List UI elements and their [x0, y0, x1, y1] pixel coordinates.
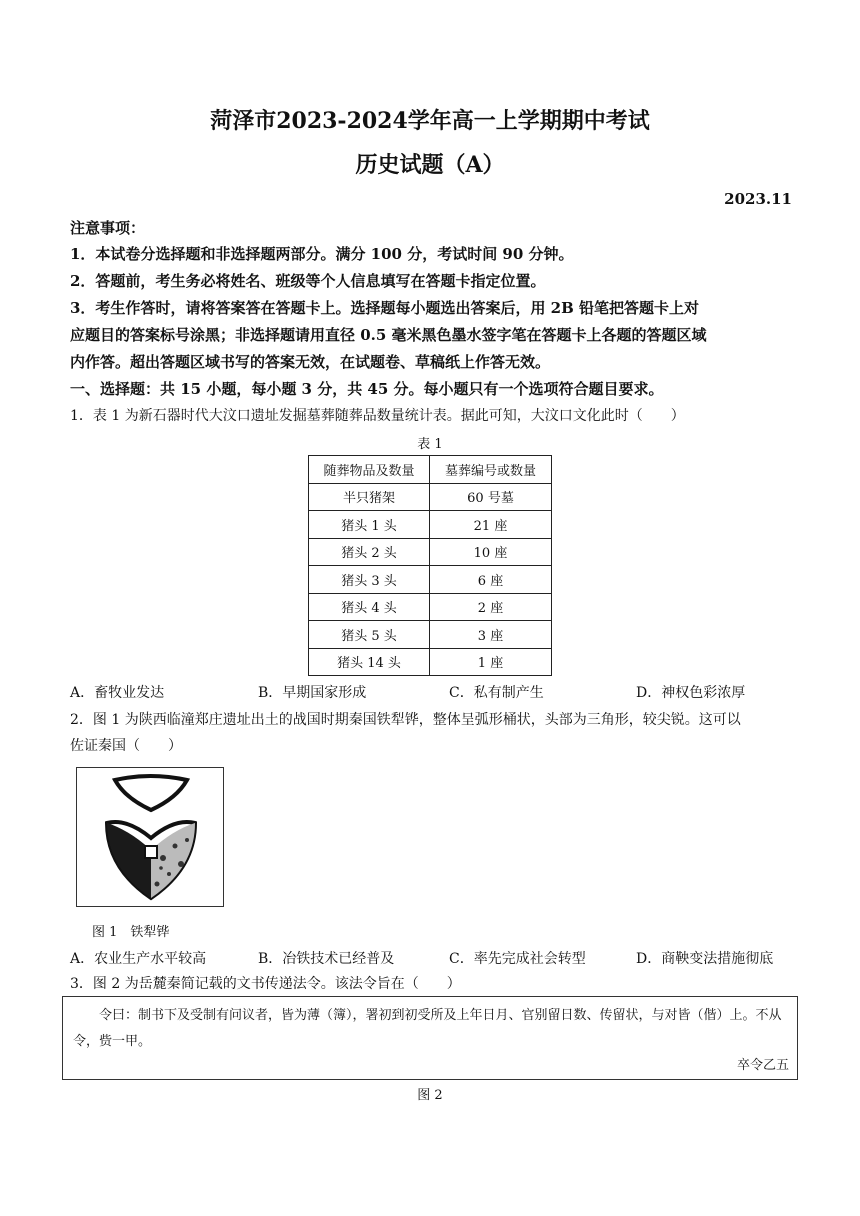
q3-stem: 3．图 2 为岳麓秦简记载的文书传递法令。该法令旨在（ ）: [70, 976, 461, 992]
q2-option-d[interactable]: D．商鞅变法措施彻底: [636, 951, 774, 967]
edict-signature: 卒令乙五: [736, 1058, 789, 1073]
table-cell: 2 座: [430, 593, 552, 621]
table-row: [309, 511, 552, 539]
table-cell: 60 号墓: [430, 483, 552, 511]
table-row: [309, 566, 552, 594]
q2-option-c[interactable]: C．率先完成社会转型: [449, 951, 586, 967]
table-cell: 猪头 5 头: [309, 621, 430, 649]
notice-item-3c: 内作答。超出答题区域书写的答案无效，在试题卷、草稿纸上作答无效。: [70, 353, 551, 371]
q1-option-a[interactable]: A．畜牧业发达: [70, 685, 165, 701]
table-cell: 21 座: [430, 511, 552, 539]
q2-option-a[interactable]: A．农业生产水平较高: [70, 951, 207, 967]
figure2-caption: 图 2: [417, 1088, 443, 1103]
exam-title: 菏泽市2023-2024学年高一上学期期中考试: [210, 108, 650, 134]
plowshare-figure: [76, 767, 224, 907]
notice-item-3a: 3．考生作答时，请将答案答在答题卡上。选择题每小题选出答案后，用 2B 铅笔把答题卡上对: [70, 299, 700, 317]
table-cell: 猪头 4 头: [309, 593, 430, 621]
section-heading: 一、选择题：共 15 小题，每小题 3 分，共 45 分。每小题只有一个选项符合题目要求。: [70, 380, 664, 398]
notice-item-2: 2．答题前，考生务必将姓名、班级等个人信息填写在答题卡指定位置。: [70, 272, 546, 290]
exam-subtitle: 历史试题（A）: [355, 152, 505, 178]
table-cell: 猪头 14 头: [309, 648, 430, 676]
table-row: [309, 621, 552, 649]
table-cell: 猪头 3 头: [309, 566, 430, 594]
table-row: [309, 483, 552, 511]
plowshare-icon: [77, 768, 223, 906]
table-cell: 1 座: [430, 648, 552, 676]
q2-stem-line1: 2．图 1 为陕西临潼郑庄遗址出土的战国时期秦国铁犁铧，整体呈弧形桶状，头部为三角形，较尖锐。这可以: [70, 712, 741, 728]
table-row: [309, 593, 552, 621]
q1-option-b[interactable]: B．早期国家形成: [258, 685, 367, 701]
q2-stem-line2: 佐证秦国（ ）: [70, 738, 182, 754]
notice-item-1: 1．本试卷分选择题和非选择题两部分。满分 100 分，考试时间 90 分钟。: [70, 245, 574, 263]
notice-heading: 注意事项：: [70, 219, 146, 237]
table-header: 墓葬编号或数量: [430, 456, 552, 484]
table-row: [309, 538, 552, 566]
q1-option-c[interactable]: C．私有制产生: [449, 685, 544, 701]
table-header-row: [309, 456, 552, 484]
table-header: 随葬物品及数量: [309, 456, 430, 484]
table-caption: 表 1: [417, 437, 443, 452]
table-cell: 6 座: [430, 566, 552, 594]
figure1-caption: 图 1 铁犁铧: [92, 925, 170, 940]
q1-options: [70, 682, 792, 702]
burial-table: [308, 455, 552, 676]
notice-item-3b: 应题目的答案标号涂黑；非选择题请用直径 0.5 毫米黑色墨水签字笔在答题卡上各题的答题区域: [70, 326, 707, 344]
table-cell: 半只猪架: [309, 483, 430, 511]
table-cell: 3 座: [430, 621, 552, 649]
table-row: [309, 648, 552, 676]
table-cell: 猪头 1 头: [309, 511, 430, 539]
exam-date: 2023.11: [724, 190, 792, 208]
table-cell: 10 座: [430, 538, 552, 566]
q1-stem: 1．表 1 为新石器时代大汶口遗址发掘墓葬随葬品数量统计表。据此可知，大汶口文化此时（ ）: [70, 408, 685, 424]
edict-box: [62, 996, 798, 1080]
q2-option-b[interactable]: B．冶铁技术已经普及: [258, 951, 395, 967]
table-cell: 猪头 2 头: [309, 538, 430, 566]
edict-text: 令曰：制书下及受制有问议者，皆为薄（簿），署初到初受所及上年日月、官别留日数、传留状，与对皆（偕）上。不从令，赀一甲。: [73, 1008, 782, 1049]
q1-option-d[interactable]: D．神权色彩浓厚: [636, 685, 746, 701]
q2-options: [70, 948, 792, 968]
